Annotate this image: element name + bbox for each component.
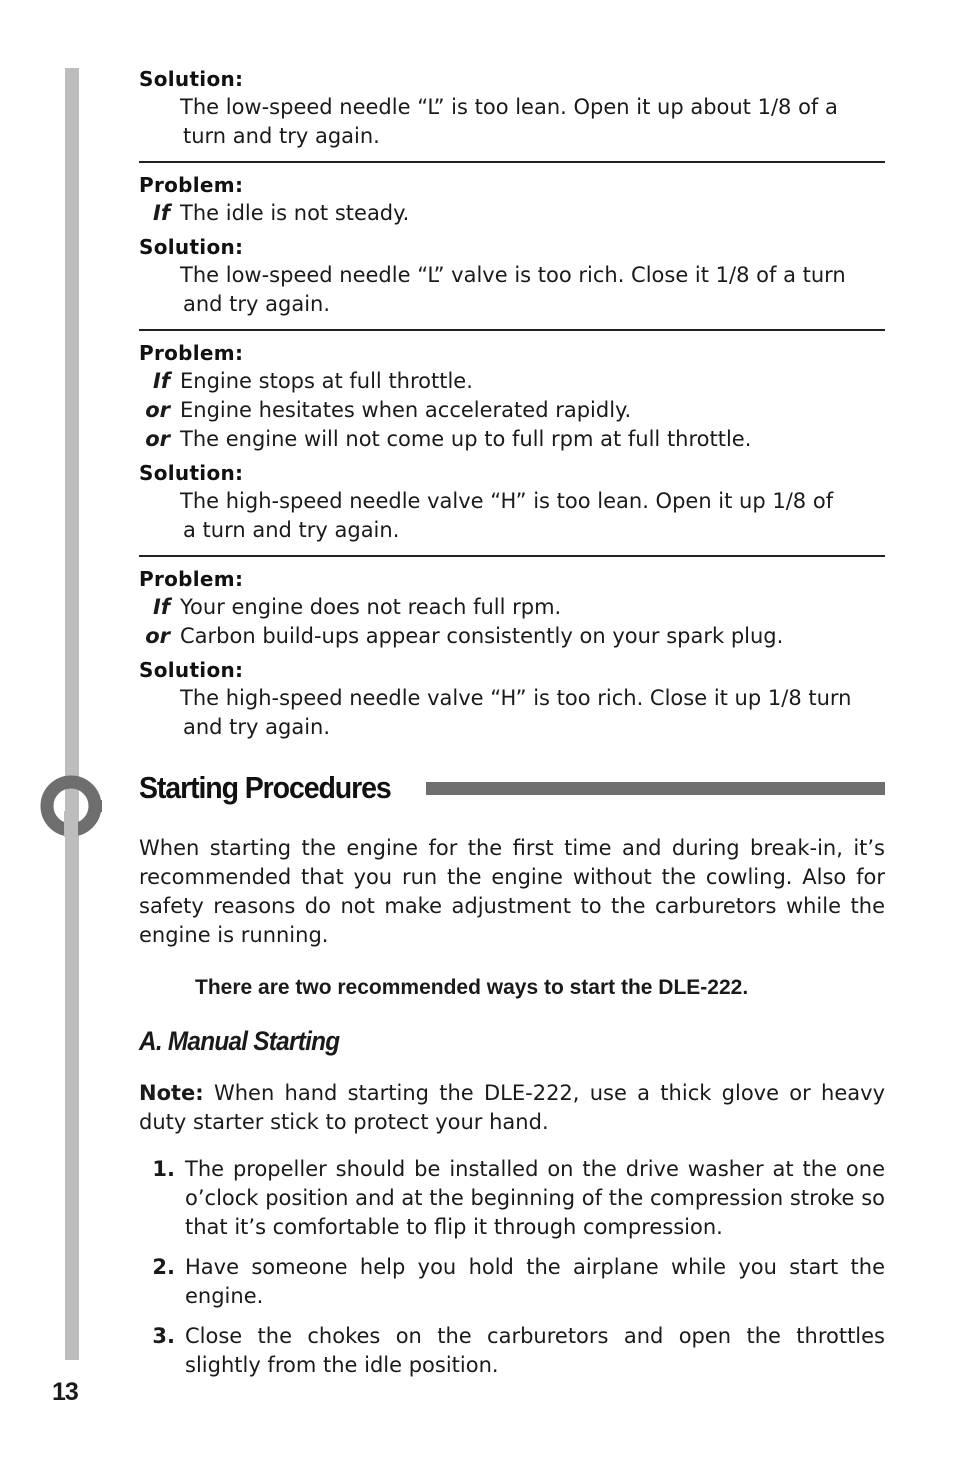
problem-label: Problem: xyxy=(139,567,244,591)
problem-label: Problem: xyxy=(139,173,244,197)
page-content xyxy=(139,66,885,1391)
steps-list xyxy=(139,1155,885,1380)
condition-keyword: or xyxy=(145,624,170,648)
condition-text: Your engine does not reach full rpm. xyxy=(180,595,562,619)
section-heading: Starting Procedures xyxy=(139,770,391,805)
solution-text xyxy=(139,487,885,545)
step-text: Have someone help you hold the airplane while you start the engine. xyxy=(185,1255,885,1308)
sidebar-bar xyxy=(65,68,79,1360)
solution-text xyxy=(139,261,885,319)
solution-line: a turn and try again. xyxy=(183,518,400,542)
divider xyxy=(139,555,885,557)
note-text: When hand starting the DLE-222, use a thick glove or heavy duty starter stick to protect your hand. xyxy=(139,1081,885,1134)
solution-label: Solution: xyxy=(139,67,244,91)
condition-keyword: or xyxy=(145,427,170,451)
condition-text: Engine hesitates when accelerated rapidly. xyxy=(180,398,632,422)
solution-line: The high-speed needle valve “H” is too lean. Open it up 1/8 of xyxy=(180,489,834,513)
condition-row xyxy=(139,425,885,454)
condition-text: Carbon build-ups appear consistently on your spark plug. xyxy=(180,624,784,648)
list-item xyxy=(139,1253,885,1311)
condition-text: The engine will not come up to full rpm at full throttle. xyxy=(180,427,752,451)
ways-statement: There are two recommended ways to start the DLE-222. xyxy=(195,976,749,999)
solution-label: Solution: xyxy=(139,658,244,682)
solution-label: Solution: xyxy=(139,461,244,485)
solution-line: and try again. xyxy=(183,715,331,739)
condition-keyword: If xyxy=(153,595,170,619)
subsection-heading: A. Manual Starting xyxy=(139,1026,340,1056)
note-paragraph xyxy=(139,1079,885,1137)
solution-label: Solution: xyxy=(139,235,244,259)
note-label: Note: xyxy=(139,1081,204,1105)
intro-paragraph: When starting the engine for the first time and during break-in, it’s recommended that you run the engine without the cowling. Also for safety reasons do not make adjustment to the carburetors while the engine is running. xyxy=(139,836,885,947)
condition-row xyxy=(139,622,885,651)
solution-line: and try again. xyxy=(183,292,331,316)
solution-line: The low-speed needle “L” is too lean. Open it up about 1/8 of a xyxy=(180,95,838,119)
problem-label: Problem: xyxy=(139,341,244,365)
page-number: 13 xyxy=(52,1378,78,1406)
solution-line: The high-speed needle valve “H” is too rich. Close it up 1/8 turn xyxy=(180,686,852,710)
solution-line: turn and try again. xyxy=(183,124,380,148)
divider xyxy=(139,329,885,331)
condition-row xyxy=(139,367,885,396)
step-text: The propeller should be installed on the drive washer at the one o’clock position and at the beginning of the compression stroke so that it’s comfortable to flip it through compression. xyxy=(185,1157,885,1239)
condition-keyword: If xyxy=(153,201,170,225)
solution-text xyxy=(139,684,885,742)
condition-keyword: or xyxy=(145,398,170,422)
condition-row xyxy=(139,199,885,228)
condition-keyword: If xyxy=(153,369,170,393)
condition-row xyxy=(139,593,885,622)
section-marker-icon xyxy=(40,775,102,837)
list-item xyxy=(139,1155,885,1242)
divider xyxy=(139,161,885,163)
section-heading-row xyxy=(139,766,885,810)
step-number: 3. xyxy=(152,1324,175,1348)
heading-rule xyxy=(426,782,885,795)
solution-line: The low-speed needle “L” valve is too rich. Close it 1/8 of a turn xyxy=(180,263,846,287)
solution-text xyxy=(139,93,885,151)
step-number: 1. xyxy=(152,1157,175,1181)
condition-row xyxy=(139,396,885,425)
condition-text: The idle is not steady. xyxy=(180,201,410,225)
condition-text: Engine stops at full throttle. xyxy=(180,369,473,393)
step-number: 2. xyxy=(152,1255,175,1279)
list-item xyxy=(139,1322,885,1380)
step-text: Close the chokes on the carburetors and open the throttles slightly from the idle position. xyxy=(185,1324,885,1377)
